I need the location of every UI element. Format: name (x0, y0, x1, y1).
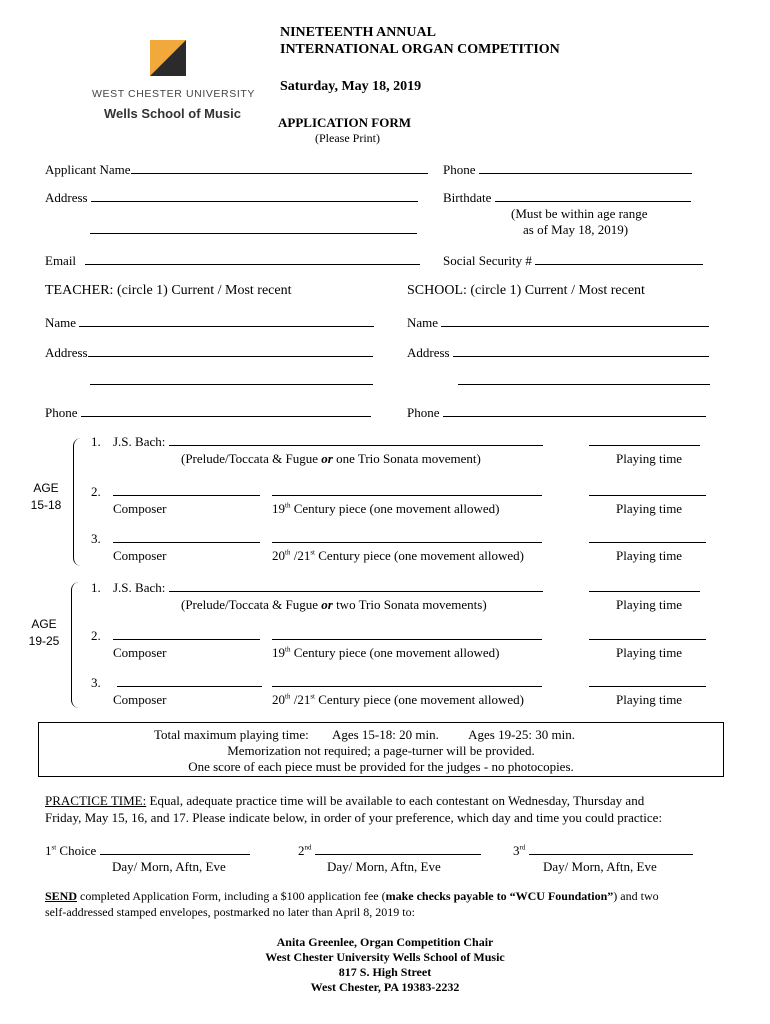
g1-item3-piece-mid: /21 (290, 548, 311, 563)
choice-1-field[interactable] (100, 843, 250, 855)
practice-heading: PRACTICE TIME: (45, 793, 147, 808)
title-line-1: NINETEENTH ANNUAL (280, 25, 436, 40)
g1-item1-time-label: Playing time (616, 451, 683, 466)
address-row (45, 190, 418, 206)
g1-item2-piece-text: Century piece (one movement allowed) (290, 501, 500, 516)
email-label: Email (45, 253, 77, 268)
g1-bach-field[interactable] (169, 434, 543, 446)
g2-item3-composer-field[interactable] (117, 675, 262, 687)
teacher-phone-label: Phone (45, 405, 78, 420)
choice-3-sublabel: Day/ Morn, Aftn, Eve (543, 859, 657, 874)
age-note-line-1: (Must be within age range (511, 206, 648, 221)
g2-item3-composer-label: Composer (113, 692, 167, 707)
choice-2-sup: nd (304, 843, 312, 852)
age-group-2-label-word: AGE (31, 617, 57, 631)
g2-item2-composer-field[interactable] (113, 628, 260, 640)
g2-item3-num: 3. (91, 675, 101, 690)
send-payable-to: make checks payable to “WCU Foundation” (385, 889, 614, 903)
g1-item1-note (181, 451, 481, 467)
choice-1-row (45, 843, 250, 859)
email-field[interactable] (85, 253, 420, 265)
age-group-2-brace (71, 582, 80, 708)
g1-item3-piece-sup2: st (310, 548, 315, 557)
logo (150, 40, 186, 76)
practice-text-2: Friday, May 15, 16, and 17. Please indicate below, in order of your preference, which day and time you could practice: (45, 810, 663, 825)
g2-item2-piece-text: Century piece (one movement allowed) (290, 645, 500, 660)
send-text-2: ) and two (613, 889, 659, 903)
g2-item1-note (181, 597, 487, 613)
practice-line-1 (45, 793, 644, 809)
mail-address-line-4: West Chester, PA 19383-2232 (310, 980, 460, 994)
birthdate-row (443, 190, 691, 206)
address-label: Address (45, 190, 88, 205)
school-address-field-line-2[interactable] (458, 373, 710, 385)
email-row (45, 253, 420, 269)
age-group-2-range: 19-25 (28, 634, 60, 648)
title-line-2: INTERNATIONAL ORGAN COMPETITION (280, 42, 560, 57)
g2-item2-piece-sup: th (285, 645, 291, 654)
g2-bach-field[interactable] (169, 580, 543, 592)
g1-item2-piece-field[interactable] (272, 484, 542, 496)
g1-item2-composer-label: Composer (113, 501, 167, 516)
choice-2-row (298, 843, 481, 859)
g2-item3-piece-sup2: st (310, 692, 315, 701)
mail-address-line-1: Anita Greenlee, Organ Competition Chair (276, 935, 494, 949)
school-phone-label: Phone (407, 405, 440, 420)
g2-item3-piece-text: Century piece (one movement allowed) (315, 692, 525, 707)
ssn-row (443, 253, 703, 269)
practice-text-1: Equal, adequate practice time will be available to each contestant on Wednesday, Thursday and (146, 793, 645, 808)
school-address-row (407, 345, 709, 361)
g2-item3-piece-field[interactable] (272, 675, 542, 687)
g1-item3-piece-num: 20 (272, 548, 285, 563)
g1-item3-piece-text: Century piece (one movement allowed) (315, 548, 525, 563)
school-name: Wells School of Music (104, 106, 242, 121)
university-name: WEST CHESTER UNIVERSITY (92, 88, 255, 100)
applicant-name-field[interactable] (131, 162, 428, 174)
send-lead: SEND (45, 889, 78, 903)
teacher-name-field[interactable] (79, 315, 374, 327)
applicant-name-label: Applicant Name (45, 162, 131, 177)
g1-item2-piece-label (272, 501, 499, 517)
g1-item1-time-field[interactable] (589, 434, 700, 446)
g1-item3-composer-field[interactable] (113, 531, 260, 543)
choice-1-label: Choice (56, 843, 97, 858)
address-field-line-2[interactable] (90, 222, 417, 234)
g2-item2-piece-label (272, 645, 499, 661)
g2-item3-time-field[interactable] (589, 675, 706, 687)
competition-date: Saturday, May 18, 2019 (280, 79, 422, 94)
g1-item2-time-field[interactable] (589, 484, 706, 496)
form-title: APPLICATION FORM (278, 115, 412, 130)
g1-item2-piece-num: 19 (272, 501, 285, 516)
notes-age-19-25: Ages 19-25: 30 min. (468, 727, 575, 742)
school-phone-row (407, 405, 706, 421)
applicant-name-row (45, 162, 428, 178)
phone-row (443, 162, 692, 178)
g2-item2-piece-num: 19 (272, 645, 285, 660)
notes-line-3: One score of each piece must be provided for the judges - no photocopies. (188, 759, 574, 774)
notes-max-time-label: Total maximum playing time: (154, 727, 309, 742)
teacher-phone-field[interactable] (81, 405, 371, 417)
teacher-name-row (45, 315, 374, 331)
g1-item3-time-label: Playing time (616, 548, 683, 563)
school-phone-field[interactable] (443, 405, 706, 417)
g1-item2-num: 2. (91, 484, 101, 499)
school-name-label: Name (407, 315, 439, 330)
phone-label: Phone (443, 162, 476, 177)
teacher-name-label: Name (45, 315, 77, 330)
choice-3-num: 3 (513, 843, 520, 858)
g1-item3-composer-label: Composer (113, 548, 167, 563)
g2-item1-num: 1. (91, 580, 101, 595)
address-field[interactable] (91, 190, 418, 202)
g2-item1-note-pre: (Prelude/Toccata & Fugue (181, 597, 322, 612)
send-line-2: self-addressed stamped envelopes, postmarked no later than April 8, 2019 to: (45, 905, 415, 919)
g1-item1-note-em: or (321, 451, 333, 466)
g2-item1-time-label: Playing time (616, 597, 683, 612)
notes-line-1 (154, 727, 575, 743)
g1-item1-row (113, 434, 543, 450)
teacher-address-field-line-2[interactable] (90, 373, 373, 385)
birthdate-field[interactable] (495, 190, 691, 202)
g1-item3-piece-field[interactable] (272, 531, 542, 543)
birthdate-label: Birthdate (443, 190, 492, 205)
g2-item2-composer-label: Composer (113, 645, 167, 660)
g1-item1-num: 1. (91, 434, 101, 449)
g2-item3-piece-num: 20 (272, 692, 285, 707)
g2-item3-piece-label (272, 692, 524, 708)
school-name-row (407, 315, 709, 331)
g2-item3-piece-mid: /21 (290, 692, 311, 707)
g2-item2-time-label: Playing time (616, 645, 683, 660)
age-note-line-2: as of May 18, 2019) (523, 222, 629, 237)
teacher-address-field[interactable] (88, 345, 373, 357)
g1-item3-time-field[interactable] (589, 531, 706, 543)
g1-item2-composer-field[interactable] (113, 484, 260, 496)
choice-1-sup: st (51, 843, 57, 852)
school-heading: SCHOOL: (circle 1) Current / Most recent (407, 283, 645, 298)
g1-item2-time-label: Playing time (616, 501, 683, 516)
ssn-label: Social Security # (443, 253, 532, 268)
g2-bach-label: J.S. Bach: (113, 580, 166, 595)
logo-mark-icon (150, 40, 186, 76)
mail-address-line-3: 817 S. High Street (338, 965, 432, 979)
g2-item2-time-field[interactable] (589, 628, 706, 640)
g1-item3-piece-sup: th (285, 548, 291, 557)
g1-item1-note-pre: (Prelude/Toccata & Fugue (181, 451, 322, 466)
g2-item2-num: 2. (91, 628, 101, 643)
g1-item2-piece-sup: th (285, 501, 291, 510)
g2-item1-row (113, 580, 543, 596)
please-print-note: (Please Print) (315, 131, 380, 145)
age-group-2-label (24, 616, 64, 650)
teacher-heading: TEACHER: (circle 1) Current / Most recent (45, 283, 292, 298)
school-address-label: Address (407, 345, 450, 360)
age-group-1-label (26, 480, 66, 514)
teacher-address-row (45, 345, 373, 361)
teacher-address-label: Address (45, 345, 88, 360)
mail-address-line-2: West Chester University Wells School of Music (265, 950, 505, 964)
age-group-1-brace (73, 438, 82, 566)
choice-2-field[interactable] (315, 843, 481, 855)
g2-item1-time-field[interactable] (589, 580, 700, 592)
choice-3-field[interactable] (529, 843, 693, 855)
age-group-1-label-word: AGE (33, 481, 59, 495)
choice-2-num: 2 (298, 843, 305, 858)
teacher-phone-row (45, 405, 371, 421)
notes-line-2: Memorization not required; a page-turner will be provided. (227, 743, 535, 758)
send-text-1: completed Application Form, including a $100 application fee ( (77, 889, 386, 903)
choice-3-sup: rd (519, 843, 526, 852)
choice-3-row (513, 843, 693, 859)
g1-item3-num: 3. (91, 531, 101, 546)
g2-item1-note-post: two Trio Sonata movements) (332, 597, 487, 612)
school-address-field[interactable] (453, 345, 709, 357)
g2-item3-piece-sup: th (285, 692, 291, 701)
g2-item3-time-label: Playing time (616, 692, 683, 707)
age-group-1-range: 15-18 (30, 498, 62, 512)
send-line-1 (45, 889, 659, 904)
choice-2-sublabel: Day/ Morn, Aftn, Eve (327, 859, 441, 874)
notes-age-15-18: Ages 15-18: 20 min. (331, 727, 439, 742)
school-name-field[interactable] (441, 315, 709, 327)
g1-item3-piece-label (272, 548, 524, 564)
phone-field[interactable] (479, 162, 692, 174)
choice-1-sublabel: Day/ Morn, Aftn, Eve (112, 859, 226, 874)
g2-item2-piece-field[interactable] (272, 628, 542, 640)
g1-item1-note-post: one Trio Sonata movement) (332, 451, 481, 466)
ssn-field[interactable] (535, 253, 703, 265)
g1-bach-label: J.S. Bach: (113, 434, 166, 449)
g2-item1-note-em: or (321, 597, 333, 612)
choice-1-num: 1 (45, 843, 52, 858)
